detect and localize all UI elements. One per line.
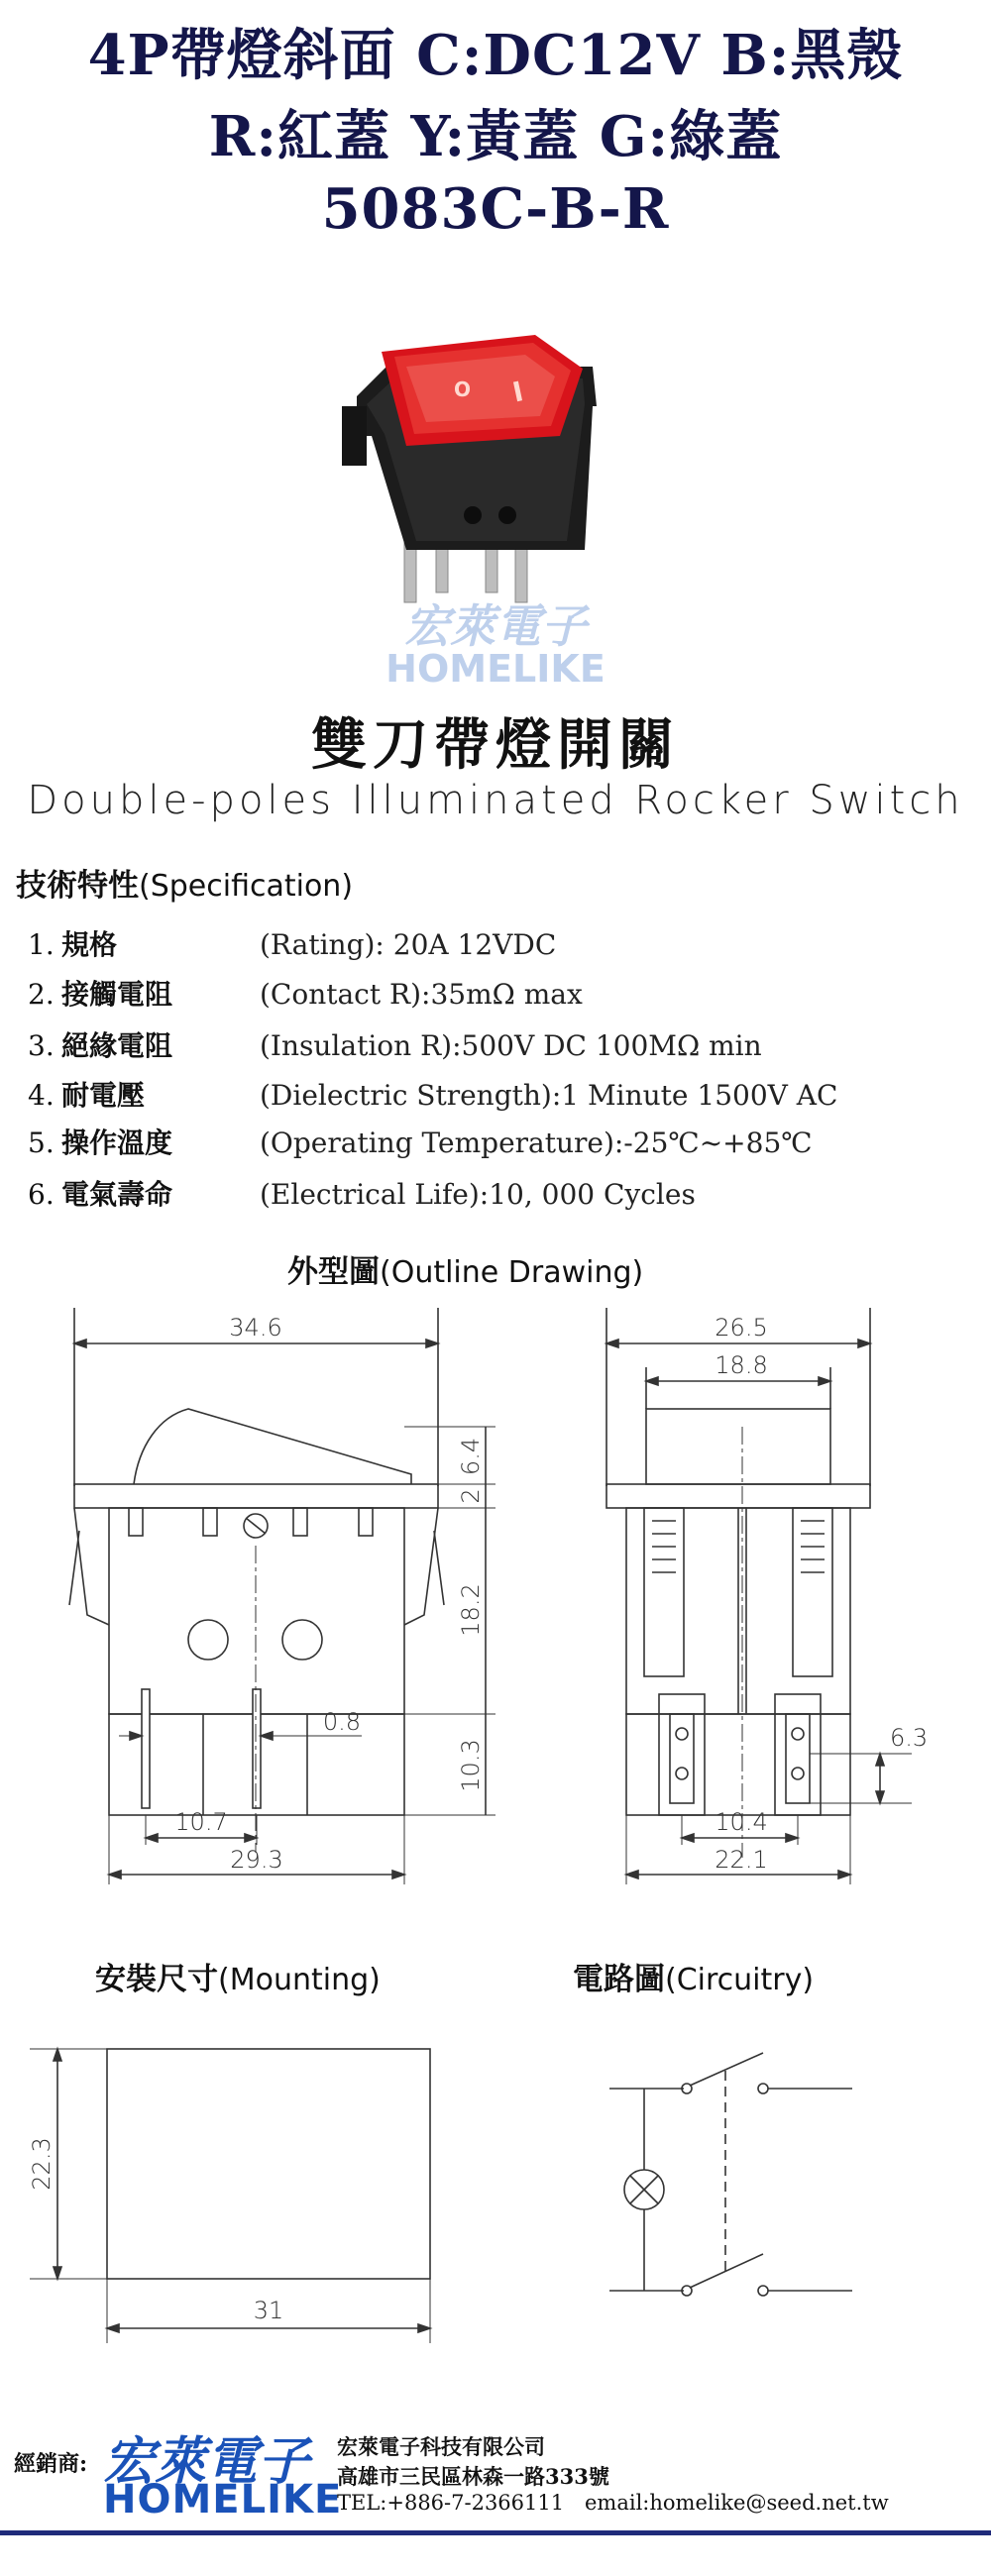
mounting-heading bbox=[95, 1954, 381, 1998]
dim-front-pin-h: 10.3 bbox=[457, 1739, 485, 1792]
spec-row bbox=[28, 1024, 762, 1064]
footer-rule bbox=[0, 2530, 991, 2535]
outline-heading-zh: 外型圖 bbox=[287, 1254, 380, 1290]
spec-label: 電氣壽命 bbox=[61, 1178, 173, 1211]
spec-label: 操作溫度 bbox=[61, 1127, 173, 1159]
outline-heading-en: (Outline Drawing) bbox=[380, 1255, 644, 1290]
spec-label: 耐電壓 bbox=[61, 1079, 146, 1112]
footer-logo-zh: 宏萊電子 bbox=[103, 2432, 310, 2492]
outline-heading bbox=[287, 1246, 643, 1291]
outline-front-view bbox=[0, 1298, 496, 1902]
footer-logo-en: HOMELIKE bbox=[103, 2477, 343, 2522]
dim-front-flange-h: 2 bbox=[457, 1488, 485, 1504]
outline-side-view bbox=[496, 1298, 991, 1902]
svg-text:O: O bbox=[454, 377, 472, 401]
circuit-heading-zh: 電路圖 bbox=[573, 1962, 665, 1997]
title-line-2: R:紅蓋 Y:黃蓋 G:綠蓋 bbox=[208, 104, 783, 169]
dim-front-body-h: 18.2 bbox=[457, 1583, 485, 1637]
dim-side-width: 26.5 bbox=[715, 1314, 768, 1342]
product-name-en: Double-poles Illuminated Rocker Switch bbox=[27, 778, 964, 823]
spec-row bbox=[28, 1074, 837, 1114]
spec-row bbox=[28, 923, 556, 963]
spec-num: 1. bbox=[28, 928, 55, 961]
spec-num: 3. bbox=[28, 1029, 55, 1062]
title-line-3: 5083C-B-R bbox=[321, 176, 670, 242]
spec-row bbox=[28, 1173, 696, 1213]
spec-value: (Dielectric Strength):1 Minute 1500V AC bbox=[260, 1079, 838, 1112]
dim-front-base-w: 29.3 bbox=[230, 1846, 283, 1874]
spec-value: (Insulation R):500V DC 100MΩ min bbox=[260, 1029, 762, 1062]
circuit-heading-en: (Circuitry) bbox=[665, 1963, 815, 1997]
spec-heading bbox=[16, 860, 353, 905]
dim-mount-height: 22.3 bbox=[28, 2137, 55, 2191]
spec-value: (Contact R):35mΩ max bbox=[260, 978, 583, 1011]
product-name-zh: 雙刀帶燈開關 bbox=[311, 712, 680, 778]
spec-label: 接觸電阻 bbox=[61, 978, 173, 1011]
spec-num: 2. bbox=[28, 978, 55, 1011]
spec-value: (Electrical Life):10, 000 Cycles bbox=[260, 1178, 696, 1211]
footer-company: 宏萊電子科技有限公司 bbox=[337, 2434, 545, 2459]
switch-cap bbox=[382, 335, 583, 446]
spec-row bbox=[28, 973, 583, 1013]
mounting-heading-en: (Mounting) bbox=[218, 1963, 381, 1997]
dim-front-cap-h: 6.4 bbox=[457, 1437, 485, 1476]
circuit-heading bbox=[573, 1954, 814, 1998]
dim-front-width: 34.6 bbox=[229, 1314, 282, 1342]
footer-tel: TEL:+886-7-2366111 bbox=[337, 2491, 565, 2515]
spec-label: 規格 bbox=[61, 928, 118, 961]
spec-num: 5. bbox=[28, 1127, 55, 1159]
mounting-drawing bbox=[0, 2031, 476, 2348]
product-photo bbox=[337, 327, 654, 703]
spec-label: 絕緣電阻 bbox=[61, 1029, 173, 1062]
dim-side-pin-pitch: 10.4 bbox=[715, 1808, 768, 1836]
spec-value: (Rating): 20A 12VDC bbox=[260, 928, 557, 961]
spec-value: (Operating Temperature):-25℃~+85℃ bbox=[260, 1127, 813, 1159]
spec-num: 4. bbox=[28, 1079, 55, 1112]
dim-front-pin-pitch: 10.7 bbox=[174, 1808, 228, 1836]
watermark-en: HOMELIKE bbox=[385, 647, 606, 691]
spec-heading-en: (Specification) bbox=[139, 869, 354, 904]
spec-row bbox=[28, 1122, 813, 1161]
dim-front-pin-w: 0.8 bbox=[322, 1708, 362, 1736]
watermark-zh: 宏萊電子 bbox=[404, 599, 587, 653]
footer-email: email:homelike@seed.net.tw bbox=[585, 2491, 889, 2515]
dealer-label: 經銷商: bbox=[14, 2451, 88, 2477]
mounting-heading-zh: 安裝尺寸 bbox=[95, 1962, 218, 1997]
dim-side-base-w: 22.1 bbox=[715, 1846, 768, 1874]
dim-side-cap-w: 18.8 bbox=[715, 1351, 768, 1379]
spec-num: 6. bbox=[28, 1178, 55, 1211]
spec-heading-zh: 技術特性 bbox=[16, 868, 139, 904]
circuit-diagram bbox=[555, 2031, 971, 2328]
title-line-1: 4P帶燈斜面 C:DC12V B:黑殼 bbox=[87, 23, 904, 88]
dim-mount-width: 31 bbox=[253, 2297, 284, 2324]
footer-address: 高雄市三民區林森一路333號 bbox=[337, 2464, 609, 2489]
dim-side-pin-h: 6.3 bbox=[890, 1724, 929, 1752]
